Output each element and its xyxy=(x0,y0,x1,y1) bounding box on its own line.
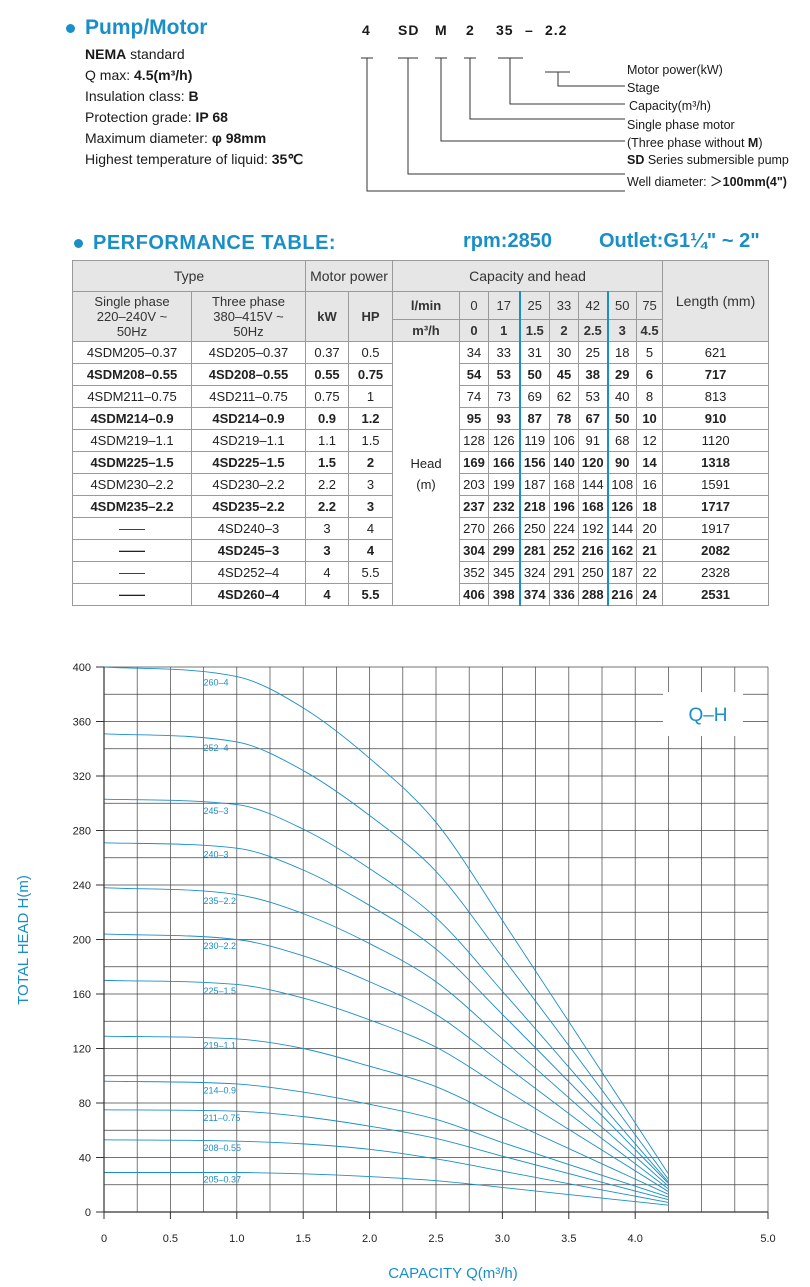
head-value: 187 xyxy=(520,474,550,496)
x-tick-label: 0.5 xyxy=(162,1233,179,1245)
header-hp: HP xyxy=(349,292,393,342)
head-value: 156 xyxy=(520,452,550,474)
spec-label: Highest temperature of liquid: xyxy=(85,151,272,167)
curve-label: 225–1.5 xyxy=(203,986,237,997)
length-value: 813 xyxy=(663,386,769,408)
head-value: 126 xyxy=(608,496,637,518)
head-value: 108 xyxy=(608,474,637,496)
length-value: 1318 xyxy=(663,452,769,474)
length-value: 2328 xyxy=(663,562,769,584)
head-value: 187 xyxy=(608,562,637,584)
leader-stage xyxy=(510,58,625,104)
head-value: 87 xyxy=(520,408,550,430)
m3h-value: 4.5 xyxy=(637,320,663,342)
model-single-phase: —— xyxy=(73,540,192,562)
model-single-phase: 4SDM235–2.2 xyxy=(73,496,192,518)
power-kw: 2.2 xyxy=(306,496,349,518)
head-value: 54 xyxy=(460,364,489,386)
head-value: 237 xyxy=(460,496,489,518)
y-axis-label: TOTAL HEAD H(m) xyxy=(15,875,32,1005)
power-kw: 0.75 xyxy=(306,386,349,408)
rpm-label: rpm:2850 xyxy=(463,230,552,252)
head-value: 128 xyxy=(460,430,489,452)
head-value: 199 xyxy=(489,474,520,496)
length-value: 910 xyxy=(663,408,769,430)
m3h-value: 2.5 xyxy=(579,320,608,342)
head-value: 93 xyxy=(489,408,520,430)
head-value: 12 xyxy=(637,430,663,452)
head-value: 169 xyxy=(460,452,489,474)
spec-value: φ 98mm xyxy=(211,130,267,146)
head-value: 299 xyxy=(489,540,520,562)
header-type: Type xyxy=(73,261,306,292)
m3h-value: 0 xyxy=(460,320,489,342)
head-value: 281 xyxy=(520,540,550,562)
spec-item xyxy=(85,149,303,170)
head-value: 78 xyxy=(550,408,579,430)
model-three-phase: 4SD235–2.2 xyxy=(192,496,306,518)
curve-label: 205–0.37 xyxy=(203,1174,242,1185)
head-value: 24 xyxy=(637,584,663,606)
head-value: 45 xyxy=(550,364,579,386)
power-hp: 5.5 xyxy=(349,562,393,584)
lmin-value: 42 xyxy=(579,292,608,320)
model-single-phase: —— xyxy=(73,562,192,584)
chart-title: Q–H xyxy=(688,705,728,726)
curve-label: 260–4 xyxy=(203,677,229,688)
head-value: 69 xyxy=(520,386,550,408)
curve-240–3 xyxy=(104,843,668,1184)
y-tick-label: 360 xyxy=(72,716,91,729)
y-tick-label: 0 xyxy=(84,1207,91,1219)
desc-well: Well diameter: ＞100mm(4") xyxy=(627,175,787,189)
x-axis-label: CAPACITY Q(m³/h) xyxy=(388,1265,518,1282)
m3h-value: 1 xyxy=(489,320,520,342)
head-value: 270 xyxy=(460,518,489,540)
head-value: 304 xyxy=(460,540,489,562)
header-capacity-head: Capacity and head xyxy=(393,261,663,292)
performance-table xyxy=(72,260,769,606)
power-hp: 3 xyxy=(349,496,393,518)
model-single-phase: 4SDM219–1.1 xyxy=(73,430,192,452)
spec-label: Maximum diameter: xyxy=(85,130,212,146)
head-value: 345 xyxy=(489,562,520,584)
head-value: 73 xyxy=(489,386,520,408)
x-tick-label: 2.5 xyxy=(428,1233,444,1245)
x-tick-label: 2.0 xyxy=(361,1233,378,1245)
head-value: 166 xyxy=(489,452,520,474)
curve-208–0.55 xyxy=(104,1140,668,1203)
power-kw: 0.9 xyxy=(306,408,349,430)
head-value: 250 xyxy=(520,518,550,540)
head-value: 25 xyxy=(579,342,608,364)
x-tick-label: 1.5 xyxy=(295,1233,311,1245)
lmin-value: 0 xyxy=(460,292,489,320)
code-part-stage: 35 xyxy=(496,22,514,38)
head-value: 95 xyxy=(460,408,489,430)
spec-value: B xyxy=(188,88,199,104)
head-value: 50 xyxy=(520,364,550,386)
head-unit: (m) xyxy=(416,476,436,492)
y-tick-label: 160 xyxy=(72,989,91,1001)
power-hp: 3 xyxy=(349,474,393,496)
head-label: Head xyxy=(410,455,442,471)
model-single-phase: —— xyxy=(73,518,192,540)
head-value: 126 xyxy=(489,430,520,452)
model-three-phase: 4SD214–0.9 xyxy=(192,408,306,430)
code-part-series: SD xyxy=(398,22,420,38)
head-value: 53 xyxy=(579,386,608,408)
spec-value: 35℃ xyxy=(271,151,304,167)
y-tick-label: 240 xyxy=(72,880,91,892)
power-hp: 2 xyxy=(349,452,393,474)
head-value: 196 xyxy=(550,496,579,518)
spec-value: 4.5(m³/h) xyxy=(134,67,193,83)
head-value: 336 xyxy=(550,584,579,606)
power-kw: 3 xyxy=(306,518,349,540)
spec-item xyxy=(85,86,199,107)
model-three-phase: 4SD225–1.5 xyxy=(192,452,306,474)
head-value: 21 xyxy=(637,540,663,562)
header-row xyxy=(73,261,769,292)
outlet-label: Outlet:G1¼" ~ 2" xyxy=(599,230,760,252)
curve-label: 219–1.1 xyxy=(203,1040,237,1051)
head-value: 144 xyxy=(608,518,637,540)
pump-motor-heading xyxy=(66,16,207,40)
desc-stage: Stage xyxy=(627,81,660,95)
head-value: 324 xyxy=(520,562,550,584)
code-part-dash: – xyxy=(525,22,534,38)
desc-single-phase: Single phase motor xyxy=(627,118,735,132)
head-value: 29 xyxy=(608,364,637,386)
y-tick-label: 120 xyxy=(72,1043,91,1056)
head-value: 33 xyxy=(489,342,520,364)
code-leader-lines xyxy=(361,58,625,191)
leader-motor-power xyxy=(558,72,625,86)
power-kw: 0.37 xyxy=(306,342,349,364)
head-value: 74 xyxy=(460,386,489,408)
curve-252–4 xyxy=(104,734,668,1180)
desc-capacity: Capacity(m³/h) xyxy=(629,99,711,113)
length-value: 1917 xyxy=(663,518,769,540)
head-value: 252 xyxy=(550,540,579,562)
y-tick-label: 200 xyxy=(72,934,91,947)
spec-suffix: standard xyxy=(126,46,185,62)
head-value: 18 xyxy=(637,496,663,518)
head-value: 352 xyxy=(460,562,489,584)
desc-three-phase: (Three phase without M) xyxy=(627,136,763,150)
head-value: 18 xyxy=(608,342,637,364)
spec-item xyxy=(85,65,192,86)
spec-item xyxy=(85,107,228,128)
model-three-phase: 4SD230–2.2 xyxy=(192,474,306,496)
code-part-power: 2.2 xyxy=(545,22,568,38)
head-value: 20 xyxy=(637,518,663,540)
code-part-motor: M xyxy=(435,22,448,38)
model-single-phase: 4SDM205–0.37 xyxy=(73,342,192,364)
model-three-phase: 4SD205–0.37 xyxy=(192,342,306,364)
qh-chart xyxy=(0,650,810,1287)
length-value: 2531 xyxy=(663,584,769,606)
model-three-phase: 4SD219–1.1 xyxy=(192,430,306,452)
power-hp: 0.75 xyxy=(349,364,393,386)
head-value: 34 xyxy=(460,342,489,364)
spec-item xyxy=(85,128,266,149)
head-value: 90 xyxy=(608,452,637,474)
head-value: 168 xyxy=(579,496,608,518)
power-hp: 4 xyxy=(349,540,393,562)
table-body xyxy=(73,342,769,606)
model-single-phase: —— xyxy=(73,584,192,606)
m3h-value: 1.5 xyxy=(520,320,550,342)
table-row xyxy=(73,342,769,364)
head-value: 91 xyxy=(579,430,608,452)
table-header xyxy=(73,261,769,342)
spec-item xyxy=(85,44,185,65)
head-value: 50 xyxy=(608,408,637,430)
power-kw: 3 xyxy=(306,540,349,562)
x-tick-label: 0 xyxy=(100,1233,108,1245)
head-value: 162 xyxy=(608,540,637,562)
head-value: 106 xyxy=(550,430,579,452)
model-three-phase: 4SD260–4 xyxy=(192,584,306,606)
power-hp: 1 xyxy=(349,386,393,408)
head-value: 30 xyxy=(550,342,579,364)
head-value: 203 xyxy=(460,474,489,496)
code-part-capacity: 2 xyxy=(466,22,475,38)
lmin-value: 75 xyxy=(637,292,663,320)
power-hp: 1.5 xyxy=(349,430,393,452)
spec-label: Q max: xyxy=(85,67,135,83)
head-value: 38 xyxy=(579,364,608,386)
curve-label: 230–2.2 xyxy=(203,940,237,951)
leader-single-phase xyxy=(441,58,625,141)
lmin-value: 25 xyxy=(520,292,550,320)
head-value: 67 xyxy=(579,408,608,430)
head-value: 218 xyxy=(520,496,550,518)
curve-label: 252–4 xyxy=(203,743,229,754)
head-value: 5 xyxy=(637,342,663,364)
performance-heading xyxy=(74,232,336,255)
power-hp: 1.2 xyxy=(349,408,393,430)
head-label-cell xyxy=(393,342,460,606)
curve-label: 245–3 xyxy=(203,806,229,817)
head-value: 232 xyxy=(489,496,520,518)
head-value: 216 xyxy=(608,584,637,606)
head-value: 144 xyxy=(579,474,608,496)
head-value: 168 xyxy=(550,474,579,496)
spec-label: Insulation class: xyxy=(85,88,189,104)
curve-label: 240–3 xyxy=(203,849,229,860)
length-value: 2082 xyxy=(663,540,769,562)
curve-label: 211–0.75 xyxy=(203,1113,241,1124)
model-code-diagram xyxy=(340,14,810,194)
head-value: 216 xyxy=(579,540,608,562)
curve-230–2.2 xyxy=(104,934,668,1189)
length-value: 621 xyxy=(663,342,769,364)
head-value: 8 xyxy=(637,386,663,408)
desc-motor-power: Motor power(kW) xyxy=(627,63,723,77)
lmin-value: 17 xyxy=(489,292,520,320)
length-value: 717 xyxy=(663,364,769,386)
header-m3h: m³/h xyxy=(393,320,460,342)
m3h-value: 3 xyxy=(608,320,637,342)
model-single-phase: 4SDM225–1.5 xyxy=(73,452,192,474)
curve-260–4 xyxy=(104,667,668,1174)
head-value: 406 xyxy=(460,584,489,606)
head-value: 14 xyxy=(637,452,663,474)
head-value: 374 xyxy=(520,584,550,606)
head-value: 266 xyxy=(489,518,520,540)
head-value: 22 xyxy=(637,562,663,584)
x-tick-label: 5.0 xyxy=(760,1233,776,1245)
lmin-value: 33 xyxy=(550,292,579,320)
spec-value: NEMA xyxy=(85,46,127,62)
model-three-phase: 4SD245–3 xyxy=(192,540,306,562)
y-tick-label: 400 xyxy=(72,662,91,674)
spec-label: Protection grade: xyxy=(85,109,196,125)
head-value: 224 xyxy=(550,518,579,540)
head-value: 192 xyxy=(579,518,608,540)
desc-series: SD Series submersible pump xyxy=(627,153,789,167)
length-value: 1717 xyxy=(663,496,769,518)
head-value: 140 xyxy=(550,452,579,474)
curve-219–1.1 xyxy=(104,1036,668,1194)
power-kw: 1.1 xyxy=(306,430,349,452)
model-single-phase: 4SDM230–2.2 xyxy=(73,474,192,496)
head-value: 288 xyxy=(579,584,608,606)
header-single-phase: Single phase 220–240V ~ 50Hz xyxy=(73,292,192,342)
m3h-value: 2 xyxy=(550,320,579,342)
y-tick-label: 40 xyxy=(78,1152,91,1165)
length-value: 1120 xyxy=(663,430,769,452)
power-hp: 0.5 xyxy=(349,342,393,364)
x-tick-label: 3.5 xyxy=(561,1233,577,1245)
head-value: 40 xyxy=(608,386,637,408)
model-three-phase: 4SD240–3 xyxy=(192,518,306,540)
power-kw: 1.5 xyxy=(306,452,349,474)
curve-label: 214–0.9 xyxy=(203,1085,237,1096)
spec-value: IP 68 xyxy=(195,109,228,125)
bullet-icon xyxy=(66,24,75,33)
power-kw: 4 xyxy=(306,562,349,584)
x-tick-label: 3.0 xyxy=(494,1233,511,1245)
power-hp: 4 xyxy=(349,518,393,540)
model-single-phase: 4SDM214–0.9 xyxy=(73,408,192,430)
model-single-phase: 4SDM211–0.75 xyxy=(73,386,192,408)
head-value: 398 xyxy=(489,584,520,606)
head-value: 120 xyxy=(579,452,608,474)
power-kw: 0.55 xyxy=(306,364,349,386)
head-value: 291 xyxy=(550,562,579,584)
head-value: 119 xyxy=(520,430,550,452)
power-hp: 5.5 xyxy=(349,584,393,606)
curve-label: 208–0.55 xyxy=(203,1143,242,1154)
header-motor-power: Motor power xyxy=(306,261,393,292)
performance-title: PERFORMANCE TABLE: xyxy=(93,232,337,254)
x-tick-label: 4.0 xyxy=(627,1233,643,1245)
head-value: 6 xyxy=(637,364,663,386)
head-value: 53 xyxy=(489,364,520,386)
power-kw: 4 xyxy=(306,584,349,606)
head-value: 250 xyxy=(579,562,608,584)
bullet-icon xyxy=(74,239,83,248)
x-tick-label: 1.0 xyxy=(229,1233,245,1245)
head-value: 10 xyxy=(637,408,663,430)
head-value: 68 xyxy=(608,430,637,452)
y-tick-label: 80 xyxy=(78,1098,91,1110)
header-three-phase: Three phase 380–415V ~ 50Hz xyxy=(192,292,306,342)
code-part-diameter: 4 xyxy=(362,22,371,38)
head-value: 62 xyxy=(550,386,579,408)
header-length: Length (mm) xyxy=(663,261,769,342)
lmin-value: 50 xyxy=(608,292,637,320)
y-tick-label: 320 xyxy=(72,771,91,783)
model-three-phase: 4SD208–0.55 xyxy=(192,364,306,386)
head-value: 31 xyxy=(520,342,550,364)
header-kw: kW xyxy=(306,292,349,342)
pump-motor-title: Pump/Motor xyxy=(85,16,208,39)
power-kw: 2.2 xyxy=(306,474,349,496)
model-single-phase: 4SDM208–0.55 xyxy=(73,364,192,386)
leader-well xyxy=(367,58,625,191)
curve-225–1.5 xyxy=(104,980,668,1191)
model-three-phase: 4SD211–0.75 xyxy=(192,386,306,408)
length-value: 1591 xyxy=(663,474,769,496)
leader-capacity xyxy=(470,58,625,119)
header-lmin: l/min xyxy=(393,292,460,320)
y-tick-label: 280 xyxy=(72,825,91,838)
model-three-phase: 4SD252–4 xyxy=(192,562,306,584)
head-value: 16 xyxy=(637,474,663,496)
curve-label: 235–2.2 xyxy=(203,895,237,906)
